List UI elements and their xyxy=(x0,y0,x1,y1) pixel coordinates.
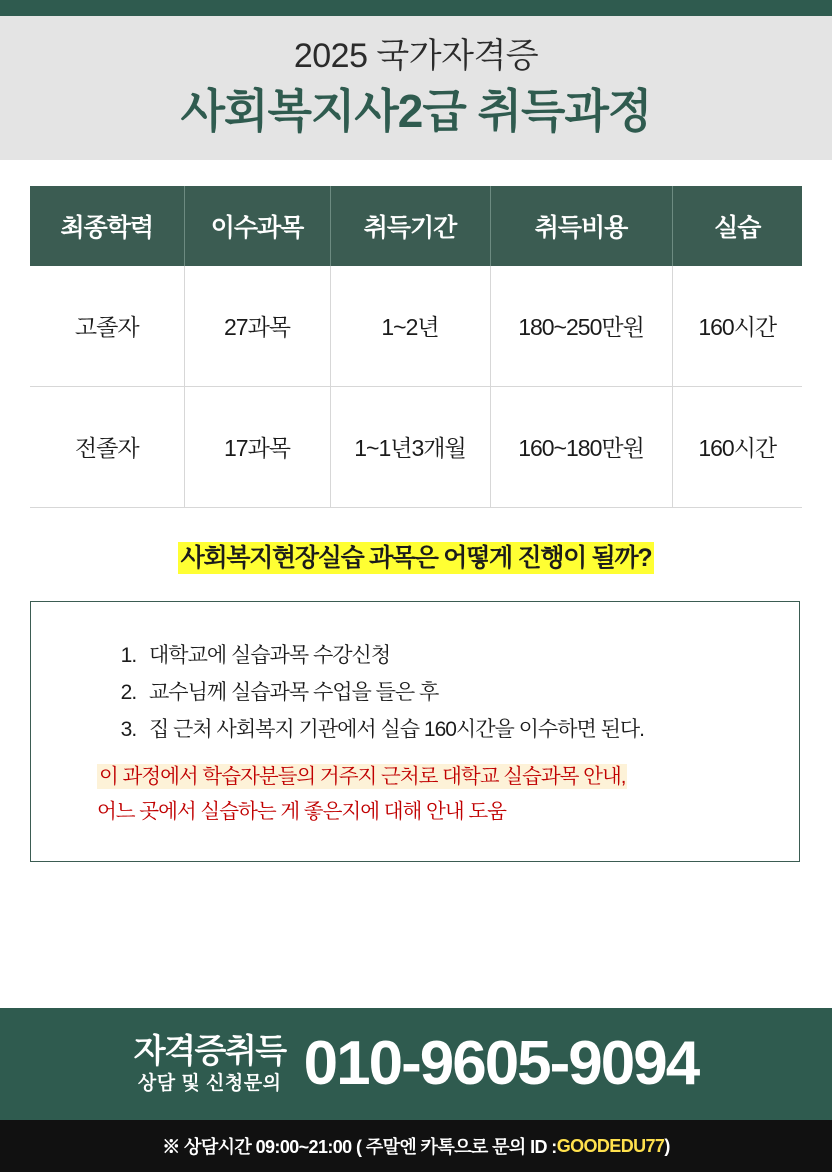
table-header-cell: 취득비용 xyxy=(490,186,672,266)
question-text: 사회복지현장실습 과목은 어떻게 진행이 될까? xyxy=(178,542,655,574)
poster-content xyxy=(0,160,832,1008)
phone-number[interactable]: 010-9605-9094 xyxy=(303,1029,699,1098)
hours-text-suffix: ) xyxy=(664,1135,670,1156)
table-row xyxy=(30,266,802,387)
contact-label-line2: 상담 및 신청문의 xyxy=(137,1072,282,1094)
list-item: 2. 교수님께 실습과목 수업을 들은 후 xyxy=(141,675,799,712)
table-header-cell: 취득기간 xyxy=(330,186,490,266)
list-item: 3. 집 근처 사회복지 기관에서 실습 160시간을 이수하면 된다. xyxy=(141,712,799,749)
table-cell: 전졸자 xyxy=(30,386,184,507)
table-header-cell: 최종학력 xyxy=(30,186,184,266)
question-heading xyxy=(0,542,832,576)
table-header-cell: 이수과목 xyxy=(184,186,330,266)
qualification-table xyxy=(30,186,802,508)
note-line-1-text: 이 과정에서 학습자분들의 거주지 근처로 대학교 실습과목 안내, xyxy=(99,764,626,788)
header-year: 2025 국가자격증 xyxy=(293,37,539,75)
list-item: 1. 대학교에 실습과목 수강신청 xyxy=(141,638,799,675)
top-accent-bar xyxy=(0,0,832,16)
note-line-2: 어느 곳에서 실습하는 게 좋은지에 대해 안내 도움 xyxy=(97,799,506,823)
table-header-row xyxy=(30,186,802,266)
table-row xyxy=(30,386,802,507)
contact-label-line1: 자격증취득 xyxy=(133,1032,286,1070)
table-cell: 160시간 xyxy=(672,386,802,507)
hours-text-prefix: ※ 상담시간 09:00~21:00 ( 주말엔 카톡으로 문의 ID : xyxy=(162,1137,557,1157)
steps-box xyxy=(30,601,800,862)
table-cell: 1~2년 xyxy=(330,266,490,387)
table-cell: 180~250만원 xyxy=(490,266,672,387)
table-cell: 17과목 xyxy=(184,386,330,507)
table-cell: 160시간 xyxy=(672,266,802,387)
table-cell: 27과목 xyxy=(184,266,330,387)
table-cell: 고졸자 xyxy=(30,266,184,387)
contact-banner xyxy=(0,1008,832,1120)
note-block xyxy=(97,759,799,830)
poster-header xyxy=(0,16,832,160)
table-cell: 160~180만원 xyxy=(490,386,672,507)
contact-label xyxy=(134,1033,286,1094)
table-cell: 1~1년3개월 xyxy=(330,386,490,507)
steps-list xyxy=(31,638,799,748)
page-title: 사회복지사2급 취득과정 xyxy=(180,84,652,137)
table-header-cell: 실습 xyxy=(672,186,802,266)
kakao-id: GOODEDU77 xyxy=(556,1135,665,1156)
note-line-1 xyxy=(97,759,799,794)
hours-bar xyxy=(0,1120,832,1172)
info-table-wrapper xyxy=(30,186,802,508)
